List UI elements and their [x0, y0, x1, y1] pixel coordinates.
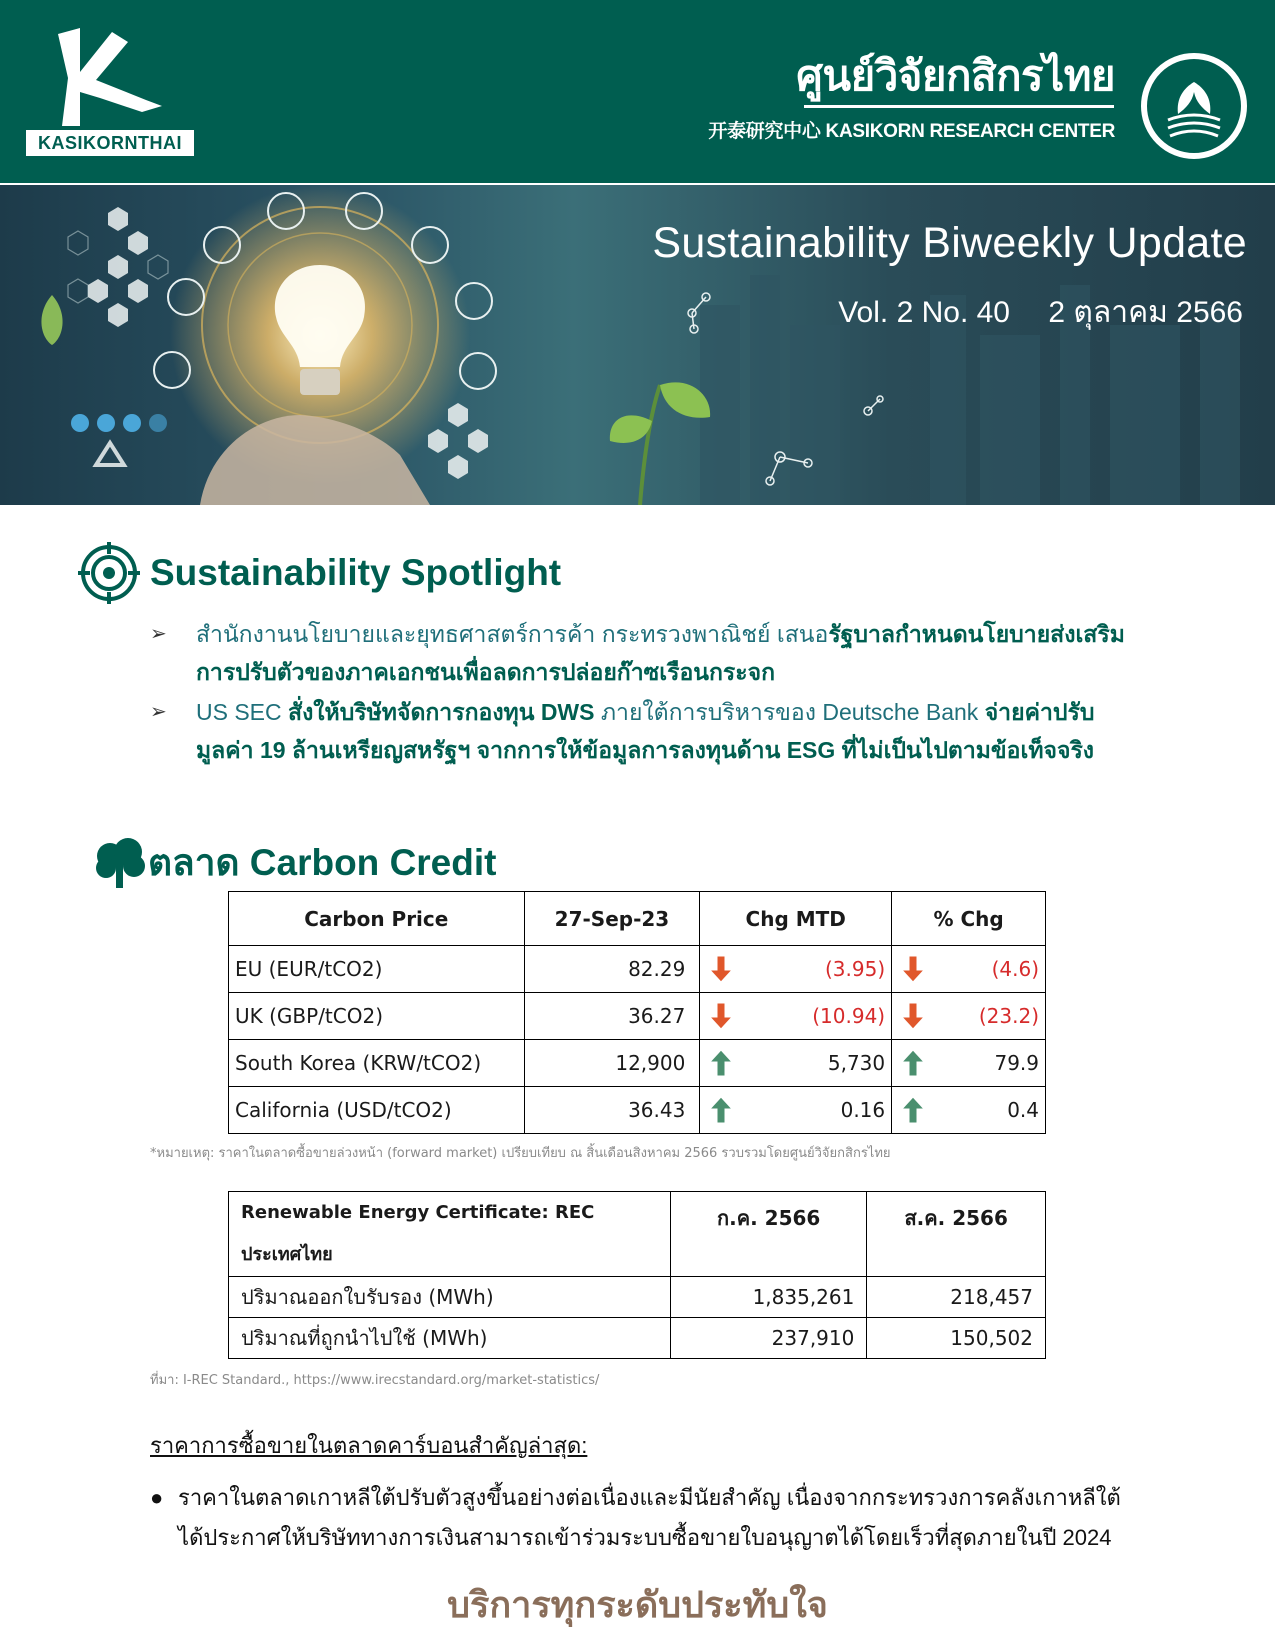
spotlight-item[interactable] [150, 693, 1150, 769]
chg-mtd-value: 5,730 [827, 1051, 886, 1075]
column-header: % Chg [892, 892, 1046, 946]
chg-mtd-cell [700, 1040, 892, 1087]
rec-subtitle: ประเทศไทย [241, 1244, 333, 1265]
cell-aug: 150,502 [867, 1318, 1046, 1359]
chg-mtd-value: (10.94) [812, 1004, 886, 1028]
spotlight-list [150, 615, 1150, 771]
pct-chg-value: (4.6) [991, 957, 1039, 981]
header-bar [0, 0, 1275, 183]
arrow-down-icon [900, 954, 926, 984]
spotlight-item-bold: จ่ายค่าปรับมูลค่า 19 ล้านเหรียญสหรัฐฯ จากการให้ข้อมูลการลงทุนด้าน ESG ที่ไม่เป็นไปตามข้อเท็จจริง [196, 699, 1095, 763]
k-logo-icon [50, 28, 170, 128]
table-header-row [229, 1192, 1046, 1277]
rec-table [228, 1191, 1046, 1359]
chg-mtd-cell [700, 993, 892, 1040]
table-row [229, 946, 1046, 993]
carbon-credit-heading [92, 830, 496, 894]
bullet-dot-icon: ● [150, 1485, 164, 1510]
carbon-table-note: *หมายเหตุ: ราคาในตลาดซื้อขายล่วงหน้า (forward market) เปรียบเทียบ ณ สิ้นเดือนสิงหาคม 2566 รวบรวมโดยศูนย์วิจัยกสิกรไทย [150, 1146, 891, 1161]
cell-jul: 237,910 [671, 1318, 867, 1359]
table-row [229, 1318, 1046, 1359]
cell-jul: 1,835,261 [671, 1277, 867, 1318]
arrow-up-icon [900, 1048, 926, 1078]
table-row [229, 1087, 1046, 1134]
price-value: 36.27 [524, 993, 700, 1040]
column-header: Carbon Price [229, 892, 525, 946]
pct-chg-cell [892, 1087, 1046, 1134]
market-name: South Korea (KRW/tCO2) [229, 1040, 525, 1087]
issue-line [808, 289, 1243, 336]
spotlight-item[interactable] [150, 615, 1150, 691]
spotlight-item-text [196, 615, 1150, 691]
market-name: EU (EUR/tCO2) [229, 946, 525, 993]
chg-mtd-value: (3.95) [824, 957, 886, 981]
arrow-down-icon [708, 1001, 734, 1031]
table-header-row [229, 892, 1046, 946]
issue-volume: Vol. 2 No. 40 [838, 296, 1010, 329]
carbon-credit-title: ตลาด Carbon Credit [148, 841, 497, 883]
price-value: 12,900 [524, 1040, 700, 1087]
research-center-name-en: 开泰研究中心 KASIKORN RESEARCH CENTER [708, 121, 1115, 142]
latest-prices-heading: ราคาการซื้อขายในตลาดคาร์บอนสำคัญล่าสุด: [150, 1433, 588, 1458]
row-label: ปริมาณออกใบรับรอง (MWh) [229, 1277, 671, 1318]
kasikorn-emblem-icon [1140, 52, 1248, 160]
rec-title: Renewable Energy Certificate: REC [241, 1202, 595, 1223]
spotlight-title: Sustainability Spotlight [150, 552, 562, 593]
pct-chg-cell [892, 993, 1046, 1040]
arrow-up-icon [900, 1095, 926, 1125]
spotlight-item-text [196, 693, 1150, 769]
column-header: Chg MTD [700, 892, 892, 946]
spotlight-item-plain: US SEC [196, 699, 289, 725]
issue-date: 2 ตุลาคม 2566 [1048, 296, 1243, 329]
pct-chg-cell [892, 946, 1046, 993]
column-header: ก.ค. 2566 [671, 1192, 867, 1277]
spotlight-item-plain: สำนักงานนโยบายและยุทธศาสตร์การค้า กระทรวงพาณิชย์ เสนอ [196, 621, 829, 647]
arrow-down-icon [708, 954, 734, 984]
target-icon [78, 542, 140, 604]
newsletter-title: Sustainability Biweekly Update [652, 219, 1247, 267]
spotlight-heading [78, 541, 561, 605]
bullet-arrow-icon: ➢ [150, 623, 167, 645]
arrow-up-icon [708, 1048, 734, 1078]
research-center-name-th: ศูนย์วิจัยกสิกรไทย [796, 52, 1115, 99]
chg-mtd-cell [700, 1087, 892, 1134]
table-row [229, 993, 1046, 1040]
spotlight-item-plain: ภายใต้การบริหารของ Deutsche Bank [594, 699, 985, 725]
carbon-price-table [228, 891, 1046, 1134]
chg-mtd-cell [700, 946, 892, 993]
arrow-up-icon [708, 1095, 734, 1125]
pct-chg-value: 79.9 [994, 1051, 1039, 1075]
chg-mtd-value: 0.16 [840, 1098, 886, 1122]
header-divider [804, 105, 1114, 108]
latest-bullet [150, 1478, 1130, 1558]
market-name: California (USD/tCO2) [229, 1087, 525, 1134]
logo-wordmark: KASIKORNTHAI [26, 130, 194, 156]
spotlight-item-bold: รัฐบาลกำหนดนโยบายส่งเสริมการปรับตัวของภาคเอกชนเพื่อลดการปล่อยก๊าซเรือนกระจก [196, 621, 1125, 685]
footer-slogan: บริการทุกระดับประทับใจ [447, 1584, 828, 1625]
rec-source-note: ที่มา: I-REC Standard., https://www.irecstandard.org/market-statistics/ [150, 1373, 600, 1388]
latest-bullet-text: ราคาในตลาดเกาหลีใต้ปรับตัวสูงขึ้นอย่างต่อเนื่องและมีนัยสำคัญ เนื่องจากกระทรวงการคลังเกาหลีใต้ได้ประกาศให้บริษัททางการเงินสามารถเข้าร่วมระบบซื้อขายใบอนุญาตได้โดยเร็วที่สุดภายในปี 2024 [178, 1485, 1121, 1550]
pct-chg-value: 0.4 [1007, 1098, 1039, 1122]
table-row [229, 1277, 1046, 1318]
cell-aug: 218,457 [867, 1277, 1046, 1318]
kasikornthai-logo[interactable] [26, 28, 194, 156]
price-value: 82.29 [524, 946, 700, 993]
arrow-down-icon [900, 1001, 926, 1031]
price-value: 36.43 [524, 1087, 700, 1134]
column-header: 27-Sep-23 [524, 892, 700, 946]
spotlight-item-bold: สั่งให้บริษัทจัดการกองทุน DWS [288, 699, 595, 725]
pct-chg-value: (23.2) [978, 1004, 1039, 1028]
table-row [229, 1040, 1046, 1087]
pct-chg-cell [892, 1040, 1046, 1087]
rec-title-cell [229, 1192, 671, 1277]
hero-banner [0, 185, 1275, 505]
column-header: ส.ค. 2566 [867, 1192, 1046, 1277]
row-label: ปริมาณที่ถูกนำไปใช้ (MWh) [229, 1318, 671, 1359]
tree-icon [92, 834, 148, 890]
bullet-arrow-icon: ➢ [150, 701, 167, 723]
market-name: UK (GBP/tCO2) [229, 993, 525, 1040]
